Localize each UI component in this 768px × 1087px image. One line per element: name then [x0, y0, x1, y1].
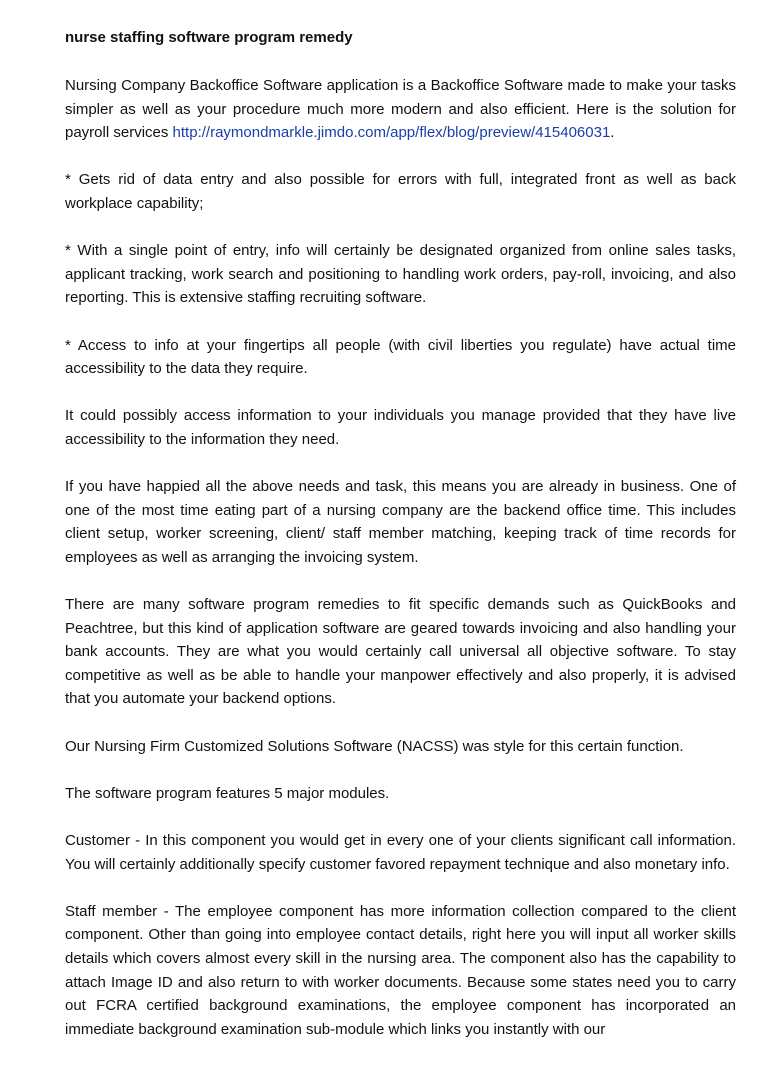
paragraph-customer-module: Customer - In this component you would get in every one of your clients significant call information. You will certainly additionally specify customer favored repayment technique and also monetary info. — [65, 832, 736, 873]
intro-after-link: . — [610, 124, 615, 142]
payroll-services-link[interactable]: http://raymondmarkle.jimdo.com/app/flex/blog/preview/415406031 — [172, 124, 611, 142]
paragraph-data-entry: * Gets rid of data entry and also possible for errors with full, integrated front as well as back workplace capability; — [65, 171, 736, 212]
paragraph-backend-office: If you have happied all the above needs and task, this means you are already in business. One of one of the most time eating part of a nursing company are the backend office time. This includes client setup, worker screening, client/ staff member matching, keeping track of time records for employees as well as arranging the invoicing system. — [65, 478, 736, 566]
intro-text: Nursing Company Backoffice Software application is a Backoffice Software made to make your tasks simpler as well as your procedure much more modern and also efficient. Here is the solution for payroll services — [65, 77, 736, 142]
document-title: nurse staffing software program remedy — [65, 29, 353, 46]
paragraph-access-info: * Access to info at your fingertips all people (with civil liberties you regulate) have actual time accessibility to the data they require. — [65, 336, 736, 378]
paragraph-nacss: Our Nursing Firm Customized Solutions Software (NACSS) was style for this certain function. — [65, 737, 684, 755]
paragraph-modules: The software program features 5 major modules. — [65, 784, 390, 802]
paragraph-single-point-entry: * With a single point of entry, info will certainly be designated organized from online sales tasks, applicant tracking, work search and positioning to handling work orders, pay-roll, invoicing, and also reporting. This is extensive staffing recruiting software. — [65, 242, 736, 307]
paragraph-staff-module: Staff member - The employee component has more information collection compared to the client component. Other than going into employee contact details, right here you will input all worker skills details which covers almost every skill in the nursing area. The component also has the capability to attach Image ID and also return to with worker documents. Because some states need you to carry out FCRA certified background examinations, the employee component has incorporated an immediate background examination sub-module which links you instantly with our — [65, 902, 736, 1038]
paragraph-access-individuals: It could possibly access information to your individuals you manage provided that they have live accessibility to the information they need. — [65, 407, 736, 448]
paragraph-software-remedies: There are many software program remedies to fit specific demands such as QuickBooks and Peachtree, but this kind of application software are geared towards invoicing and also handling your bank accounts. They are what you would certainly call universal all objective software. To stay competitive as well as be able to handle your manpower effectively and also properly, it is advised that you automate your backend options. — [65, 596, 736, 708]
intro-paragraph — [65, 74, 736, 145]
document-page — [65, 26, 736, 1041]
